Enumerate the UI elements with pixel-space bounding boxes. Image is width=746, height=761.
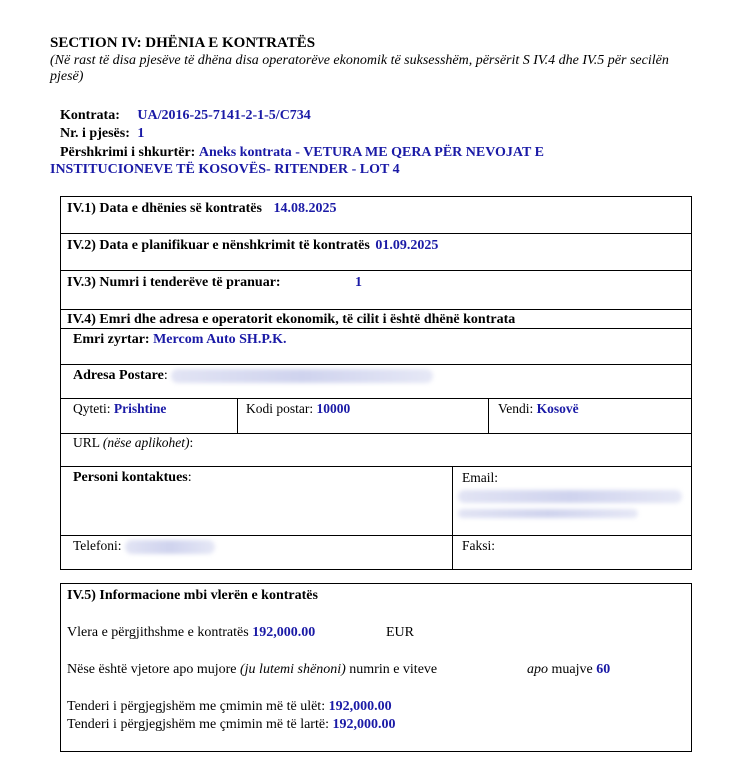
period-months-row [527,662,610,678]
country-label: Vendi: [498,401,534,416]
contact-person-row: Personi kontaktues: [73,470,192,485]
redacted-email [458,490,682,503]
section-title: SECTION IV: DHËNIA E KONTRATËS [50,35,316,51]
postal-code-label: Kodi postar: [246,401,314,416]
iv2-value: 01.09.2025 [375,238,439,253]
phone-label: Telefoni: [73,538,122,553]
total-value-row [67,625,315,641]
postal-address-label: Adresa Postare [73,368,164,383]
lowest-tender-value: 192,000.00 [328,699,392,714]
phone-row [73,538,215,554]
total-value-label: Vlera e përgjithshme e kontratës [67,625,249,640]
description-value-line2: INSTITUCIONEVE TË KOSOVËS- RITENDER - LOT 4 [50,162,400,177]
iv3-value: 1 [355,275,362,290]
country-row [498,401,579,417]
highest-tender-label: Tenderi i përgjegjshëm me çmimin më të lartë: [67,717,329,732]
url-row: URL (nëse aplikohet): [73,435,194,450]
part-number: 1 [137,126,145,141]
city-label: Qyteti: [73,401,111,416]
iv4-label: IV.4) Emri dhe adresa e operatorit ekonomik, të cilit i është dhënë kontrata [67,312,516,327]
description-row [60,145,544,161]
url-label: URL [73,435,100,450]
city-row [73,401,166,417]
lowest-tender-row [67,699,392,715]
fax-label: Faksi: [462,538,496,553]
period-apo: apo [527,662,548,677]
description-value-line1: Aneks kontrata - VETURA ME QERA PËR NEVOJAT E [198,145,544,160]
country-value: Kosovë [536,401,579,416]
period-row [67,662,437,678]
highest-tender-value: 192,000.00 [332,717,396,732]
currency: EUR [386,625,414,640]
period-value: 60 [596,662,611,677]
iv2-label: IV.2) Data e planifikuar e nënshkrimit të kontratës [67,238,370,253]
iv5-label: IV.5) Informacione mbi vlerën e kontratës [67,588,318,603]
postal-code-row [246,401,350,417]
part-label: Nr. i pjesës: [60,126,130,141]
period-years-label: numrin e viteve [349,662,438,677]
redacted-email-line2 [458,509,638,518]
iv2-row [67,238,438,254]
iv1-value: 14.08.2025 [273,201,337,216]
lowest-tender-label: Tenderi i përgjegjshëm me çmimin më të ulët: [67,699,326,714]
description-label: Përshkrimi i shkurtër: [60,145,196,160]
official-name-row: Emri zyrtar: Mercom Auto SH.P.K. [73,332,287,347]
url-note: (nëse aplikohet) [102,435,190,450]
contract-row [60,108,311,124]
official-name-label: Emri zyrtar [73,332,145,347]
contact-person-label: Personi kontaktues [73,470,188,485]
iv1-label: IV.1) Data e dhënies së kontratës [67,201,262,216]
period-note: (ju lutemi shënoni) [240,662,346,677]
part-row [60,126,144,142]
total-value: 192,000.00 [252,625,316,640]
period-months-label: muajve [551,662,593,677]
period-label: Nëse është vjetore apo mujore [67,662,237,677]
postal-address-row: Adresa Postare: [73,368,433,384]
contract-number: UA/2016-25-7141-2-1-5/C734 [137,108,311,123]
redacted-address [171,369,433,383]
highest-tender-row [67,717,395,733]
section-subtitle: (Në rast të disa pjesëve të dhëna disa operatorëve ekonomik të suksesshëm, përsërit S IV.4 dhe IV.5 për secilën pjesë) [50,53,669,84]
iv1-row [67,201,336,217]
redacted-phone [125,540,215,554]
city-value: Prishtine [113,401,167,416]
contract-label: Kontrata: [60,108,120,123]
iv3-label: IV.3) Numri i tenderëve të pranuar: [67,275,281,290]
email-label: Email: [462,470,498,485]
official-name-value: Mercom Auto SH.P.K. [153,332,287,347]
postal-code-value: 10000 [316,401,351,416]
